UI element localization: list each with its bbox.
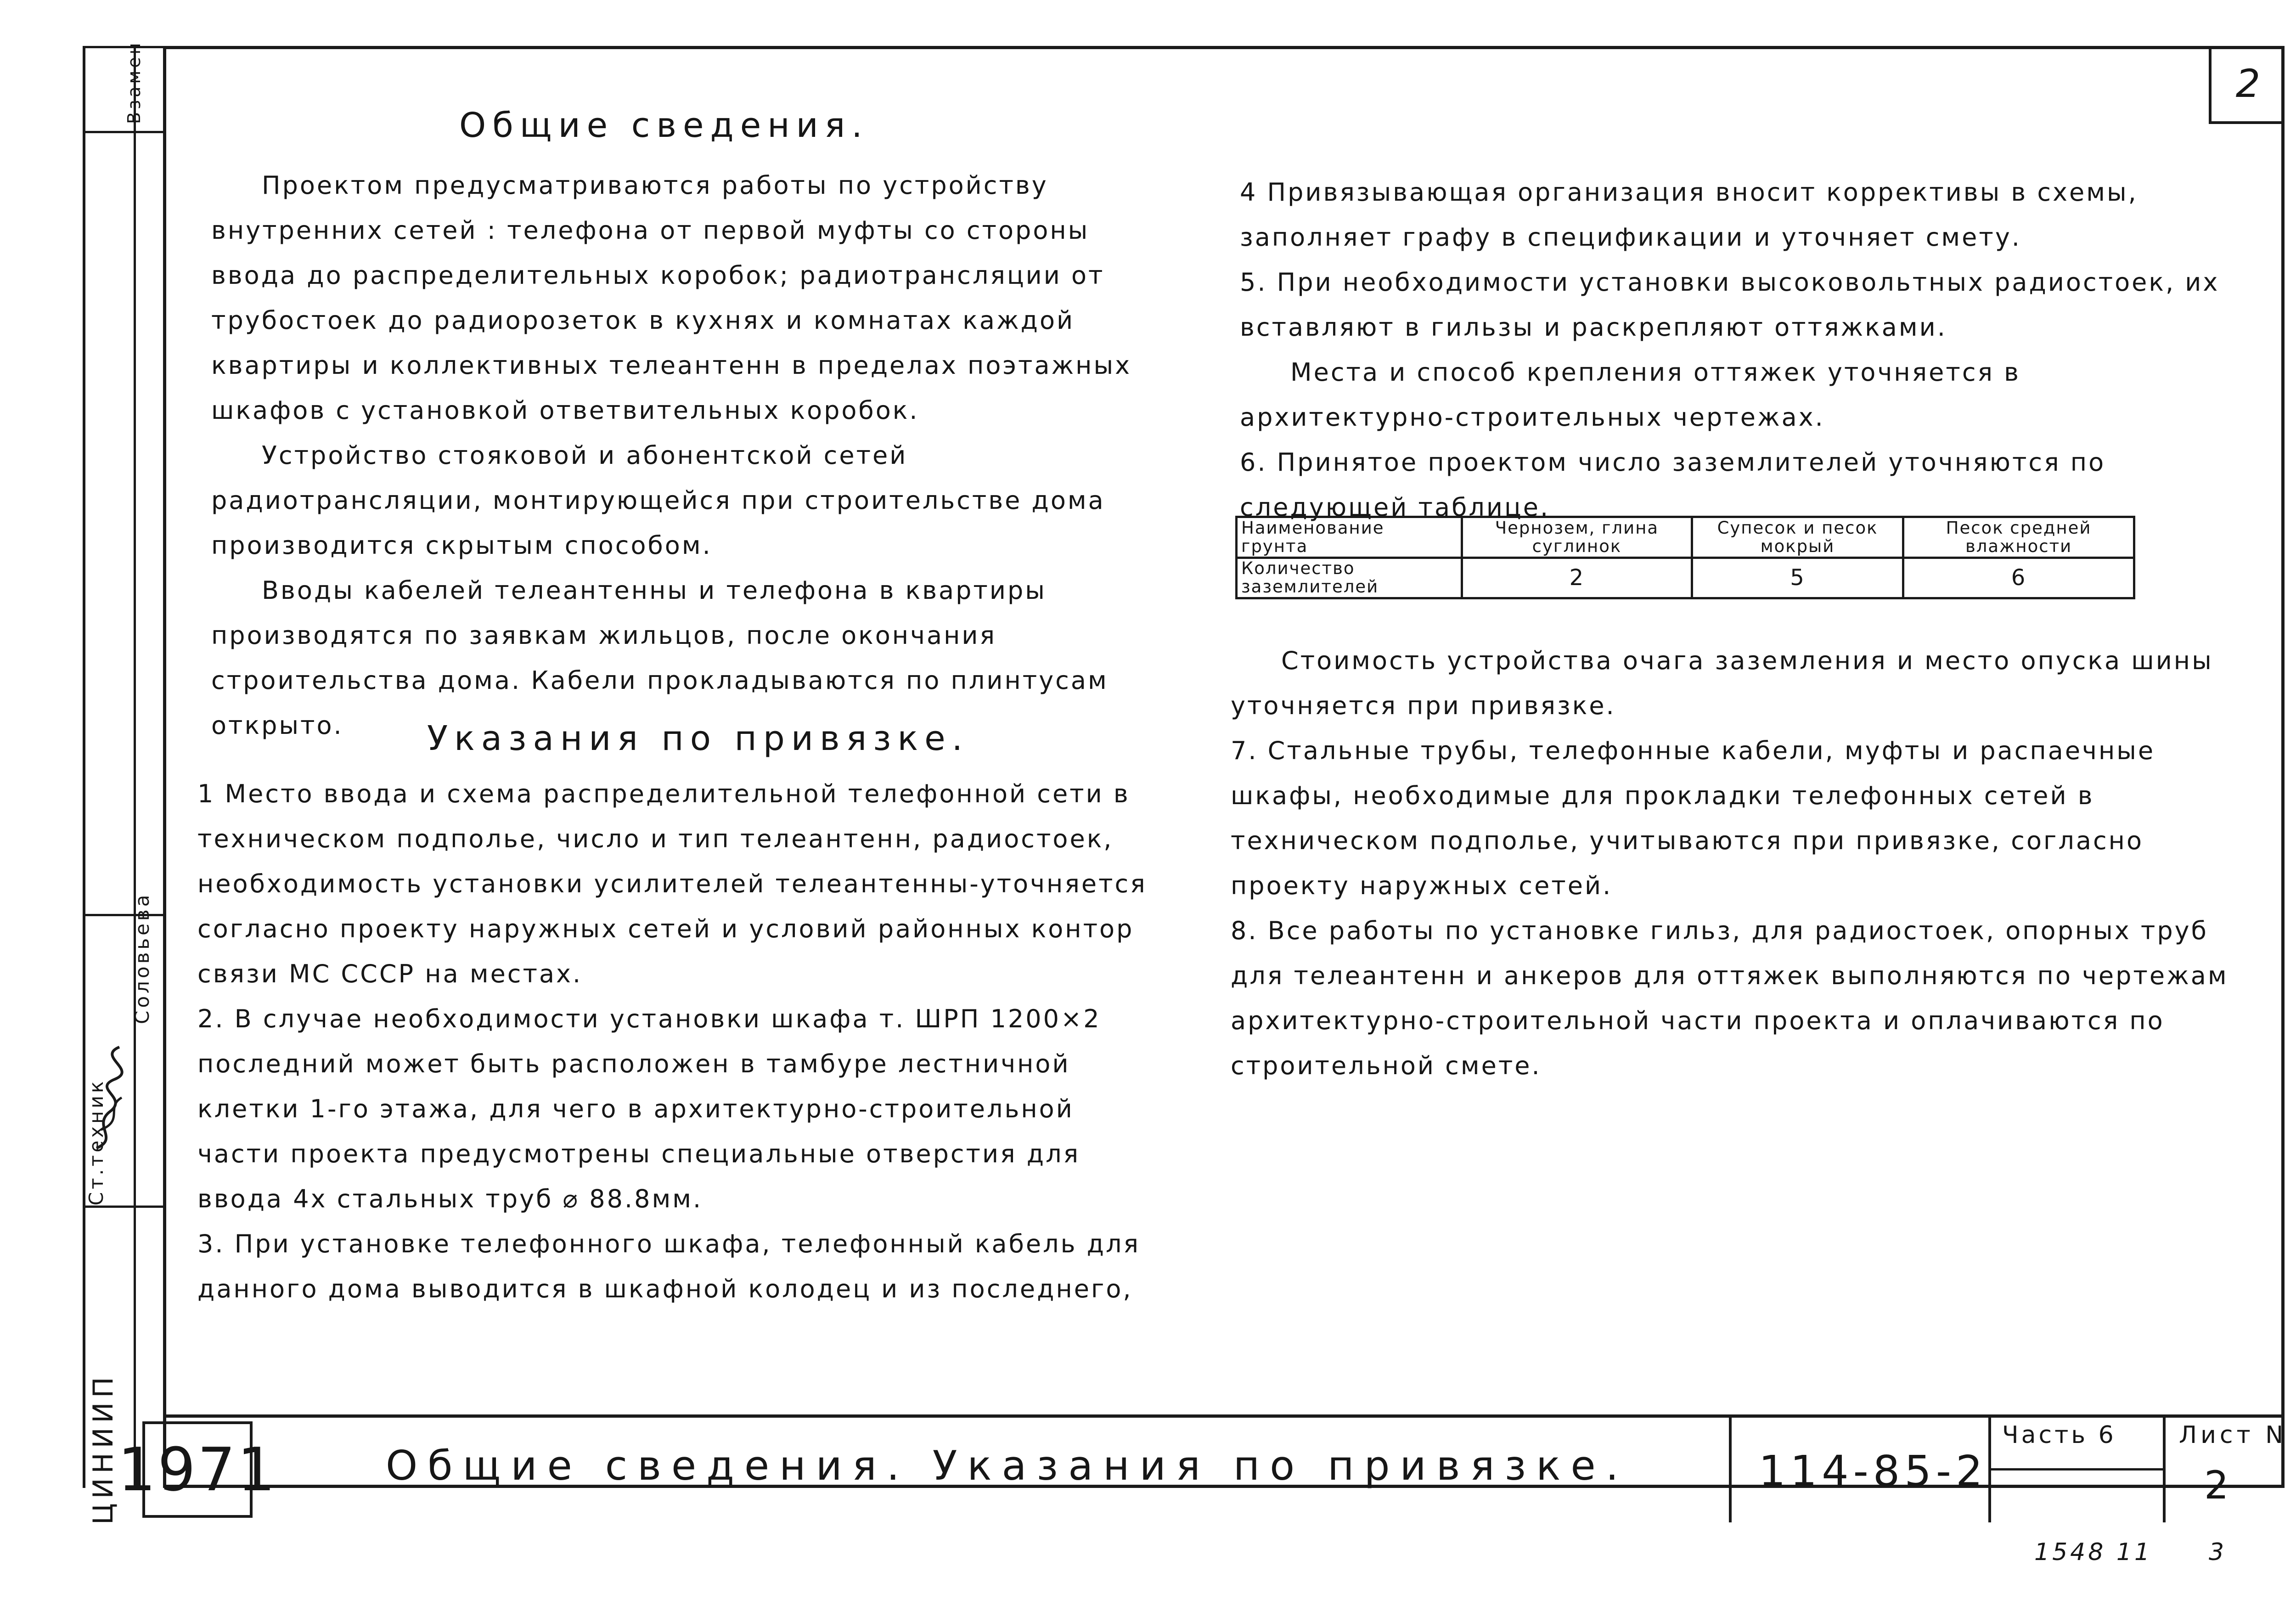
header-soil-name: Наименование грунта (1237, 517, 1462, 558)
title-block-part-rule (1988, 1468, 2163, 1470)
binding-instructions-right-bottom (1231, 638, 2232, 1088)
heading-binding-instructions: Указания по привязке. (427, 719, 969, 758)
title-block-code: 114-85-2 (1759, 1447, 1987, 1496)
archive-page-number: 3 (2209, 1538, 2227, 1566)
binding-instructions-left (197, 772, 1162, 1312)
handwritten-signature (83, 1038, 133, 1157)
instruction-item-4: 4 Привязывающая организация вносит коррективы в схемы, заполняет графу в спецификации и уточняет смету. (1240, 178, 2138, 252)
archive-number: 1548 11 (2034, 1538, 2153, 1566)
count-clay: 2 (1462, 558, 1692, 598)
general-paragraph-2: Устройство стояковой и абонентской сетей радиотрансляции, монтирующейся при строительстве дома производится скрытым способом. (211, 441, 1105, 560)
instruction-item-7: 7. Стальные трубы, телефонные кабели, муфты и распаечные шкафы, необходимые для прокладки телефонных сетей в техническом подполье, учитываются при привязке, согласно проекту наружных сетей. (1231, 736, 2155, 900)
title-block-title: Общие сведения. Указания по привязке. (386, 1442, 1629, 1489)
general-paragraph-3: Вводы кабелей телеантенны и телефона в квартиры производятся по заявкам жильцов, после окончания строительства дома. Кабели прокладываются по плинтусам открыто. (211, 576, 1109, 740)
general-info-text (211, 163, 1162, 748)
left-binding-margin (83, 46, 163, 1488)
count-medium-sand: 6 (1903, 558, 2134, 598)
heading-general-info: Общие сведения. (459, 106, 869, 145)
grounding-table (1235, 516, 2135, 599)
title-block-divider-sheet (2163, 1418, 2166, 1522)
grounding-table-row (1237, 558, 2134, 598)
grounding-table-header (1237, 517, 2134, 558)
instruction-item-5: 5. При необходимости установки высоковольтных радиостоек, их вставляют в гильзы и раскрепляют оттяжками. (1240, 268, 2220, 342)
margin-label-institute: ЦИНИИП (87, 1372, 119, 1525)
instruction-item-3: 3. При установке телефонного шкафа, телефонный кабель для данного дома выводится в шкафной колодец и из последнего, (197, 1229, 1140, 1303)
title-block-year: 1971 (142, 1421, 253, 1518)
instruction-item-1: 1 Место ввода и схема распределительной телефонной сети в техническом подполье, число и тип телеантенн, радиостоек, необходимость установки усилителей телеантенны-уточняется согласно проекту наружных сетей и условий районных контор связи МС СССР на местах. (197, 779, 1147, 988)
instruction-item-8: 8. Все работы по установке гильз, для радиостоек, опорных труб для телеантенн и анкеров для оттяжек выполняются по чертежам архитектурно-строительной части проекта и оплачиваются по строительной смете. (1231, 916, 2228, 1080)
margin-signature-name: Соловьева (131, 892, 153, 1024)
margin-signature-role: Ст.техник (85, 1078, 107, 1206)
corner-sheet-number: 2 (2209, 46, 2285, 124)
title-block-part: Часть 6 (2002, 1421, 2116, 1449)
row-label-count: Количество заземлителей (1237, 558, 1462, 598)
header-wet-sand: Супесок и песок мокрый (1692, 517, 1903, 558)
title-block-sheet-number: 2 (2204, 1463, 2229, 1508)
grounding-cost-note: Стоимость устройства очага заземления и место опуска шины уточняется при привязке. (1231, 646, 2213, 720)
margin-divider (134, 46, 136, 1488)
title-block-sheet-label: Лист N (2179, 1421, 2287, 1449)
binding-instructions-right-top (1240, 170, 2232, 530)
header-medium-sand: Песок средней влажности (1903, 517, 2134, 558)
instruction-item-2: 2. В случае необходимости установки шкафа т. ШРП 1200×2 последний может быть расположен в тамбуре лестничной клетки 1-го этажа, для чего в архитектурно-строительной части проекта предусмотрены специальные отверстия для ввода 4х стальных труб ⌀ 88.8мм. (197, 1004, 1101, 1213)
count-wet-sand: 5 (1692, 558, 1903, 598)
instruction-item-6: 6. Принятое проектом число заземлителей уточняются по следующей таблице. (1240, 448, 2106, 522)
header-clay: Чернозем, глина суглинок (1462, 517, 1692, 558)
title-block-divider-code (1729, 1418, 1732, 1522)
instruction-note-guys: Места и способ крепления оттяжек уточняется в архитектурно-строительных чертежах. (1240, 358, 2020, 432)
general-paragraph-1: Проектом предусматриваются работы по устройству внутренних сетей : телефона от первой муфты со стороны ввода до распределительных коробок; радиотрансляции от трубостоек до радиорозеток в кухнях и комнатах каждой квартиры и коллективных телеантенн в пределах поэтажных шкафов с установкой ответвительных коробок. (211, 171, 1132, 425)
margin-box-replace (83, 46, 163, 133)
margin-label-replace: Взамен (124, 40, 144, 124)
